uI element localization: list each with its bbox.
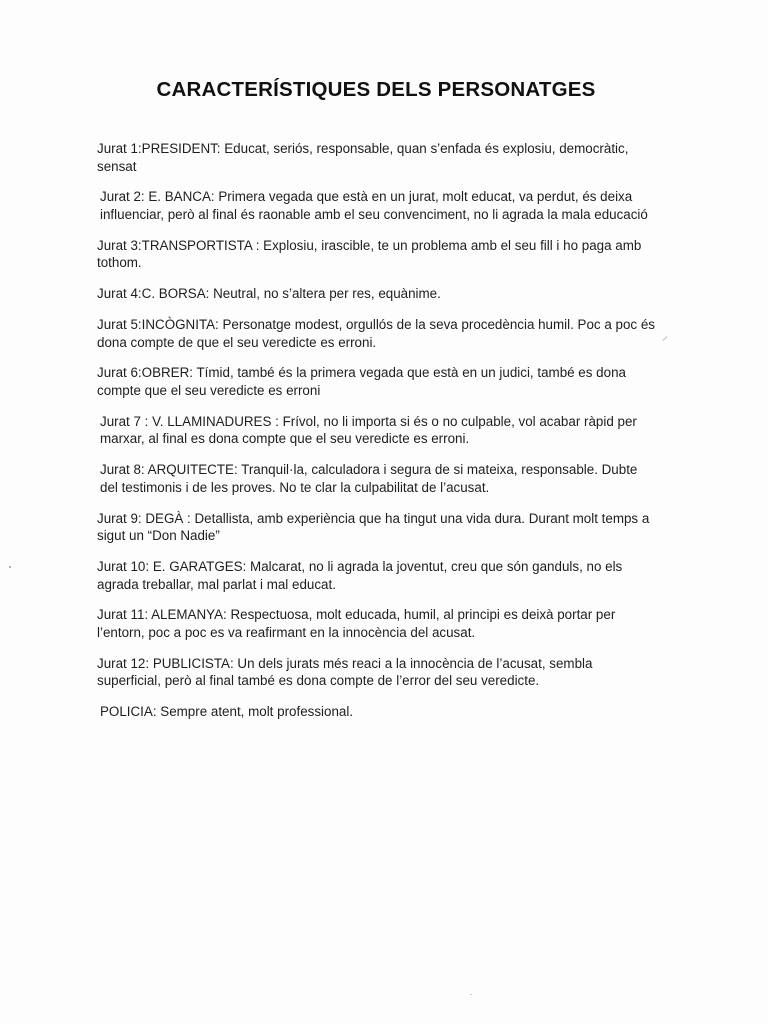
character-list: [97, 140, 657, 730]
entry-jurat-5: Jurat 5:INCÒGNITA: Personatge modest, orgullós de la seva procedència humil. Poc a poc és dona compte de que el seu veredicte es erroni.: [97, 317, 655, 350]
entry-jurat-2: Jurat 2: E. BANCA: Primera vegada que està en un jurat, molt educat, va perdut, és deixa influenciar, però al final és raonable amb el seu convenciment, no li agrada la mala educació: [100, 189, 648, 222]
document-title: CARACTERÍSTIQUES DELS PERSONATGES: [156, 78, 596, 101]
entry-jurat-8: Jurat 8: ARQUITECTE: Tranquil·la, calculadora i segura de si mateixa, responsable. Dubte del testimonis i de les proves. No te clar la culpabilitat de l’acusat.: [100, 462, 638, 495]
entry-jurat-7: Jurat 7 : V. LLAMINADURES : Frívol, no li importa si és o no culpable, vol acabar ràpid per marxar, al final es dona compte que el seu veredicte es erroni.: [100, 413, 637, 447]
entry-jurat-9: Jurat 9: DEGÀ : Detallista, amb experiència que ha tingut una vida dura. Durant molt temps a sigut un “Don Nadie”: [97, 510, 650, 544]
entry-jurat-4: Jurat 4:C. BORSA: Neutral, no s’altera per res, equànime.: [97, 286, 441, 302]
scan-mark: [662, 336, 667, 341]
entry-jurat-11: Jurat 11: ALEMANYA: Respectuosa, molt educada, humil, al principi es deixà portar per l’entorn, poc a poc es va reafirmant en la innocència del acusat.: [97, 607, 616, 640]
entry-policia: POLICIA: Sempre atent, molt professional.: [100, 704, 354, 720]
entry-jurat-10: Jurat 10: E. GARATGES: Malcarat, no li agrada la joventut, creu que són ganduls, no els agrada treballar, mal parlat i mal educat.: [97, 559, 623, 592]
entry-jurat-6: Jurat 6:OBRER: Tímid, també és la primera vegada que està en un judici, també es dona compte que el seu veredicte es erroni: [97, 365, 626, 398]
scan-speck: [470, 994, 472, 995]
entry-jurat-3: Jurat 3:TRANSPORTISTA : Explosiu, irascible, te un problema amb el seu fill i ho paga amb tothom.: [97, 237, 642, 271]
scan-speck: [9, 566, 11, 568]
entry-jurat-12: Jurat 12: PUBLICISTA: Un dels jurats més reaci a la innocència de l’acusat, sembla superficial, però al final també es dona compte de l’error del seu veredicte.: [97, 655, 593, 689]
entry-jurat-1: Jurat 1:PRESIDENT: Educat, seriós, responsable, quan s’enfada és explosiu, democràtic, sensat: [97, 141, 629, 174]
